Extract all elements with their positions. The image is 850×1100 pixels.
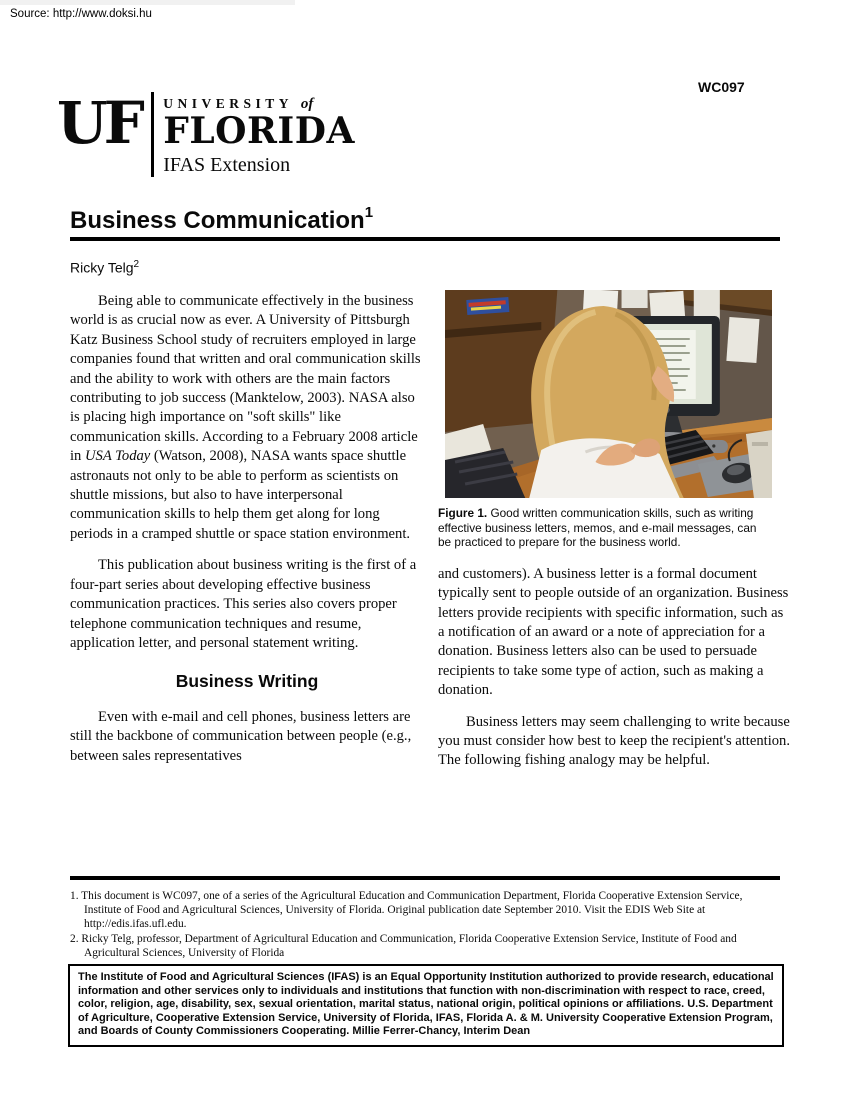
italic-publication-name: USA Today	[85, 448, 151, 465]
footnote-1: 1. This document is WC097, one of a series of the Agricultural Education and Communication Department, Florida Cooperative Extension Service, Institute of Food and Agricultural Sciences, University of Florida. Original publication date September 2010. Visit the EDIS Web Site at http://edis.ifas.ufl.edu.	[70, 890, 743, 930]
left-column	[70, 292, 424, 778]
footnote-rule	[70, 876, 780, 880]
equal-opportunity-credit-box: The Institute of Food and Agricultural Sciences (IFAS) is an Equal Opportunity Institution authorized to provide research, educational information and other services only to individuals and institutions that function with non-discrimination with respect to race, creed, color, religion, age, disability, sex, sexual orientation, marital status, national origin, political opinions or affiliations. U.S. Department of Agriculture, Cooperative Extension Service, University of Florida, IFAS, Florida A. & M. University Cooperative Extension Program, and Boards of County Commissioners Cooperating. Millie Ferrer-Chancy, Interim Dean	[68, 964, 784, 1047]
title-rule	[70, 237, 780, 241]
author-byline: Ricky Telg$^2$	[70, 259, 140, 276]
woman-typing-at-desktop-computer-photo	[445, 290, 772, 498]
right-column	[438, 290, 792, 783]
author-footnote-ref: 2	[133, 259, 140, 270]
footnotes	[70, 889, 782, 961]
paragraph-business-letter-formal: and customers). A business letter is a formal document typically sent to people outside of an organization. Business letters provide recipients with specific information, such as a notification of an award or a note of appreciation for a donation. Business letters also can be used to persuade recipients to take some type of action, such as making a donation.	[438, 565, 789, 699]
scan-artifact-strip	[0, 0, 295, 5]
source-url: Source: http://www.doksi.hu	[10, 8, 152, 20]
footnote-2: 2. Ricky Telg, professor, Department of Agricultural Education and Communication, Florida Cooperative Extension Service, Institute of Food and Agricultural Sciences, University of Florida	[70, 933, 737, 959]
figure-1-caption: Figure 1. Good written communication skills, such as writing effective business letters, memos, and e-mail messages, can be practiced to prepare for the business world.	[438, 506, 757, 550]
section-heading-business-writing: Business Writing	[175, 671, 319, 692]
paragraph-fishing-analogy: Business letters may seem challenging to write because you must consider how best to keep the recipient's attention. The following fishing analogy may be helpful.	[438, 713, 790, 769]
paragraph-business-letters: Even with e-mail and cell phones, business letters are still the backbone of communication between people (e.g., between sales representatives	[70, 708, 412, 764]
figure-1-label: Figure 1.	[438, 506, 488, 520]
uf-monogram: UF	[57, 89, 141, 157]
paragraph-series: This publication about business writing is the first of a four-part series about developing effective business communication practices. This series also covers proper telephone communication techniques and resume, application letter, and personal statement writing.	[70, 557, 417, 651]
title-footnote-ref: 1	[364, 204, 374, 221]
logo-ifas-extension: IFAS Extension	[163, 154, 291, 176]
logo-florida: FLORIDA	[163, 110, 355, 152]
logo-university-of: UNIVERSITY of	[163, 96, 314, 112]
logo-wordmark	[154, 92, 355, 177]
document-code: WC097	[698, 79, 745, 95]
paragraph-intro: Being able to communicate effectively in the business world is as crucial now as ever. A University of Pittsburgh Katz Business School study of recruiters employed in large companies found that written and oral communication skills and the ability to work with others are the main factors contributing to job success (Manktelow, 2003). NASA also is placing high importance on "soft skills" like communication skills. According to a February 2008 article in USA Today (Watson, 2008), NASA wants space shuttle astronauts not only to be able to perform as scientists on shuttle missions, but also to have interpersonal communication skills to help them get along for long periods in a cramped shuttle or space station environment.	[70, 293, 421, 542]
uf-ifas-extension-logo	[57, 89, 355, 177]
page-title: Business Communication$^1$	[70, 204, 374, 234]
